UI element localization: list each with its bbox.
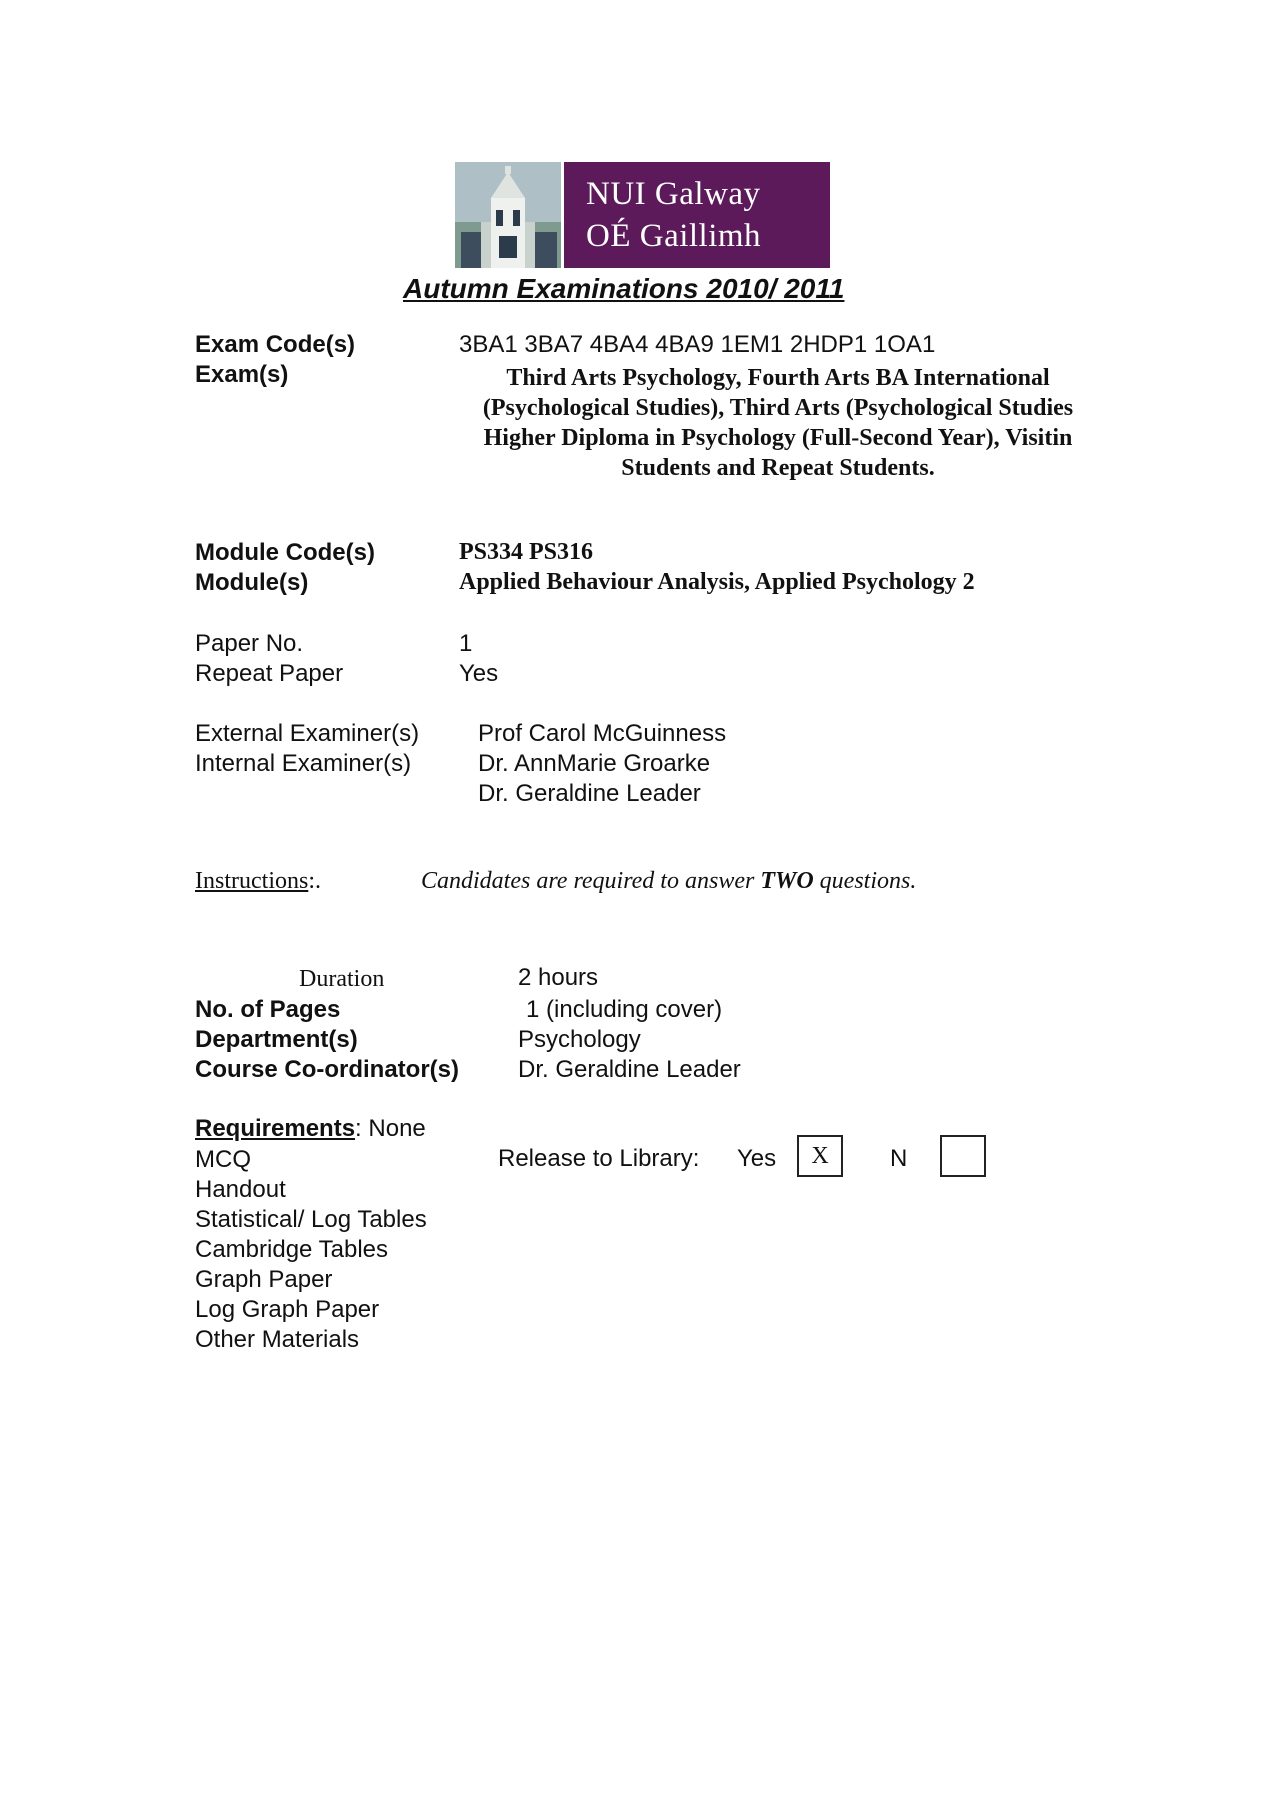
examiner-name: Dr. Geraldine Leader [478,780,701,807]
modules-value: Applied Behaviour Analysis, Applied Psychology 2 [459,569,975,595]
instructions-text-before: Candidates are required to answer [421,868,761,894]
pages-value: 1 (including cover) [526,996,723,1023]
requirements-list [195,1145,427,1355]
logo-text-irish: OÉ Gaillimh [586,218,762,254]
module-codes-label: Module Code(s) [195,539,375,566]
coordinator-value: Dr. Geraldine Leader [518,1056,741,1083]
module-codes-value: PS334 PS316 [459,539,594,565]
release-yes-label: Yes [737,1145,777,1172]
release-yes-checkbox[interactable]: X [797,1135,843,1177]
paper-no-label: Paper No. [195,630,304,657]
department-label: Department(s) [195,1026,358,1053]
exams-list [458,363,1098,483]
exams-label: Exam(s) [195,361,289,388]
exams-line: Third Arts Psychology, Fourth Arts BA International [506,365,1050,391]
release-no-checkbox[interactable] [940,1135,986,1177]
instructions-text [421,868,916,895]
requirement-item: Other Materials [195,1326,360,1353]
instructions-text-after: questions. [813,868,917,894]
repeat-paper-label: Repeat Paper [195,660,344,687]
instructions-label-suffix: :. [308,868,321,894]
logo-band [564,162,830,268]
repeat-paper-value: Yes [459,660,499,687]
instructions-text-emphasis: TWO [760,868,814,894]
quadrangle-tower-icon [455,162,561,268]
examiner-name: Prof Carol McGuinness [478,720,727,747]
requirements-value: : None [355,1115,426,1142]
instructions-label: Instructions [195,868,309,894]
paper-no-value: 1 [459,630,473,657]
requirement-item: Cambridge Tables [195,1236,388,1263]
modules-label: Module(s) [195,569,309,596]
exam-codes-value: 3BA1 3BA7 4BA4 4BA9 1EM1 2HDP1 1OA1 [459,331,936,358]
logo-text-english: NUI Galway [586,176,761,212]
exam-codes-label: Exam Code(s) [195,331,356,358]
nui-galway-logo [455,162,830,268]
exams-line: Students and Repeat Students. [621,455,935,481]
requirement-item: MCQ [195,1146,251,1173]
requirements-label: Requirements [195,1115,356,1142]
requirements-row [195,1115,426,1143]
exams-line: Higher Diploma in Psychology (Full-Second Year), Visitin [483,425,1073,451]
page-title: Autumn Examinations 2010/ 2011 [403,273,845,304]
requirement-item: Log Graph Paper [195,1296,380,1323]
internal-examiner-label: Internal Examiner(s) [195,750,412,777]
pages-label: No. of Pages [195,996,341,1023]
instructions-label-group [195,868,321,895]
requirement-item: Handout [195,1176,286,1203]
requirement-item: Statistical/ Log Tables [195,1206,427,1233]
requirement-item: Graph Paper [195,1266,333,1293]
external-examiner-label: External Examiner(s) [195,720,420,747]
duration-value: 2 hours [518,964,599,991]
exams-line: (Psychological Studies), Third Arts (Psychological Studies [482,395,1074,421]
department-value: Psychology [518,1026,641,1053]
coordinator-label: Course Co-ordinator(s) [195,1056,459,1083]
examiner-name: Dr. AnnMarie Groarke [478,750,711,777]
duration-label: Duration [299,966,385,992]
release-label: Release to Library: [498,1145,700,1172]
release-no-label: N [890,1145,908,1172]
